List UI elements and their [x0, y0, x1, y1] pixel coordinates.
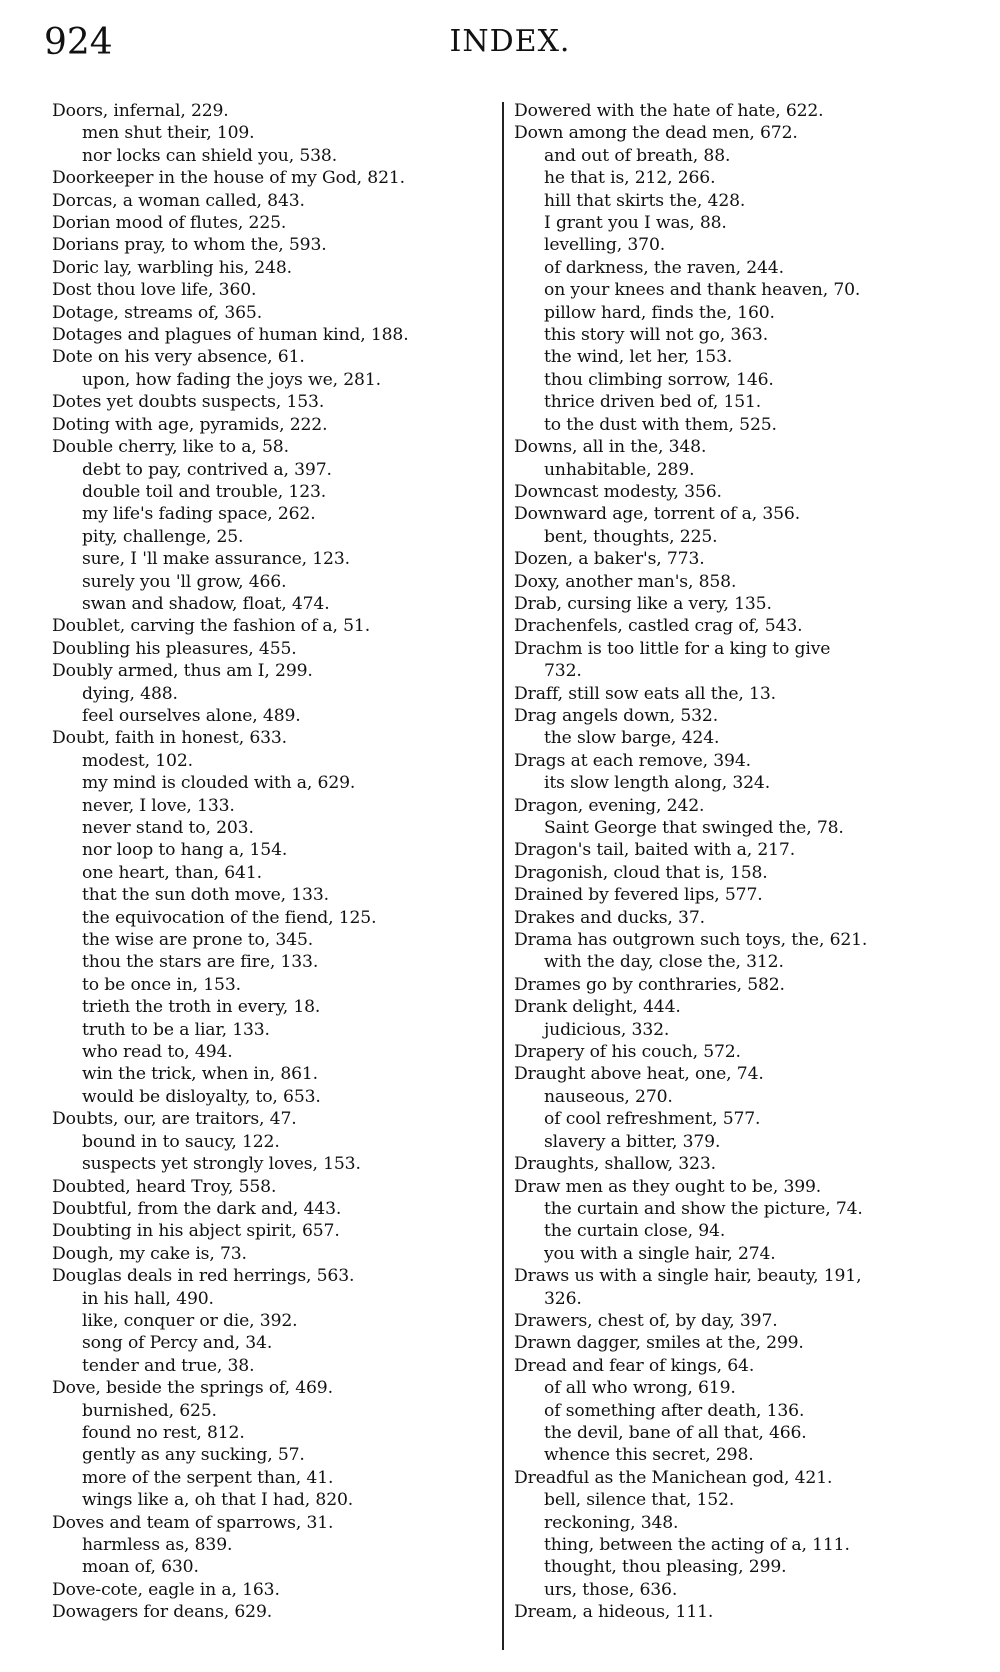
index-entry: Doric lay, warbling his, 248.	[52, 257, 292, 278]
index-entry: Downcast modesty, 356.	[514, 481, 722, 502]
index-entry: Doubtful, from the dark and, 443.	[52, 1198, 342, 1219]
index-subentry: my mind is clouded with a, 629.	[82, 773, 356, 794]
index-entry: Dost thou love life, 360.	[52, 280, 257, 301]
index-entry: Dread and fear of kings, 64.	[514, 1355, 755, 1376]
index-subentry: song of Percy and, 34.	[82, 1333, 273, 1354]
index-subentry: more of the serpent than, 41.	[82, 1467, 334, 1488]
index-subentry: wings like a, oh that I had, 820.	[82, 1490, 354, 1511]
index-subentry: double toil and trouble, 123.	[82, 481, 327, 502]
index-subentry: suspects yet strongly loves, 153.	[82, 1154, 361, 1175]
index-subentry: that the sun doth move, 133.	[82, 885, 329, 906]
index-entry: Dorian mood of flutes, 225.	[52, 213, 287, 234]
index-subentry: thing, between the acting of a, 111.	[544, 1535, 850, 1555]
index-subentry: nor loop to hang a, 154.	[82, 840, 288, 861]
index-entry: Doublet, carving the fashion of a, 51.	[52, 616, 371, 637]
index-entry: Dragon, evening, 242.	[514, 795, 705, 816]
index-subentry: levelling, 370.	[544, 235, 666, 256]
index-subentry: like, conquer or die, 392.	[82, 1310, 298, 1331]
index-entry: Drag angels down, 532.	[514, 705, 719, 726]
index-entry: Doorkeeper in the house of my God, 821.	[52, 168, 405, 189]
index-subentry: bound in to saucy, 122.	[82, 1131, 280, 1152]
index-subentry: to be once in, 153.	[82, 974, 241, 995]
index-entry: Doxy, another man's, 858.	[514, 571, 737, 592]
index-entry: Dotages and plagues of human kind, 188.	[52, 325, 409, 346]
index-entry: Draught above heat, one, 74.	[514, 1064, 764, 1085]
index-entry: Double cherry, like to a, 58.	[52, 437, 289, 458]
index-entry: Down among the dead men, 672.	[514, 123, 798, 144]
index-subentry: he that is, 212, 266.	[544, 168, 716, 189]
index-subentry: you with a single hair, 274.	[544, 1243, 776, 1264]
index-entry: Doubling his pleasures, 455.	[52, 638, 297, 659]
index-entry: Dowagers for deans, 629.	[52, 1602, 273, 1623]
index-entry: Dragon's tail, baited with a, 217.	[514, 840, 796, 861]
index-entry: Drags at each remove, 394.	[514, 750, 751, 771]
index-subentry: moan of, 630.	[82, 1557, 199, 1578]
index-subentry: of darkness, the raven, 244.	[544, 257, 784, 278]
index-entry: Dove, beside the springs of, 469.	[52, 1378, 333, 1399]
index-entry: Dotage, streams of, 365.	[52, 302, 263, 323]
index-subentry: thrice driven bed of, 151.	[544, 392, 762, 413]
index-entry: Drachenfels, castled crag of, 543.	[514, 616, 803, 637]
index-entry: Drab, cursing like a very, 135.	[514, 593, 772, 614]
index-subentry: reckoning, 348.	[544, 1512, 679, 1533]
index-subentry: slavery a bitter, 379.	[544, 1131, 721, 1152]
index-entry: Doting with age, pyramids, 222.	[52, 414, 328, 435]
index-entry: Doubts, our, are traitors, 47.	[52, 1109, 297, 1130]
index-subentry: gently as any sucking, 57.	[82, 1445, 305, 1466]
index-subentry: the equivocation of the fiend, 125.	[82, 907, 377, 928]
index-entry: Dorcas, a woman called, 843.	[52, 190, 305, 211]
index-subentry: the curtain close, 94.	[544, 1221, 726, 1242]
index-subentry: Saint George that swinged the, 78.	[544, 818, 844, 838]
index-entry: Drames go by conthraries, 582.	[514, 974, 785, 995]
index-subentry: men shut their, 109.	[82, 123, 255, 144]
index-entry: Doubting in his abject spirit, 657.	[52, 1221, 340, 1242]
index-entry: Draw men as they ought to be, 399.	[514, 1176, 822, 1197]
index-entry: Drawn dagger, smiles at the, 299.	[514, 1333, 804, 1354]
index-subentry: feel ourselves alone, 489.	[82, 705, 301, 726]
index-subentry: truth to be a liar, 133.	[82, 1019, 270, 1040]
index-subentry: this story will not go, 363.	[544, 325, 769, 346]
index-subentry: dying, 488.	[82, 683, 178, 704]
index-subentry: whence this secret, 298.	[544, 1445, 754, 1466]
index-subentry: I grant you I was, 88.	[544, 213, 727, 234]
index-entry: Dowered with the hate of hate, 622.	[514, 101, 824, 121]
column-divider	[502, 102, 504, 1650]
index-column-left	[52, 100, 492, 1624]
index-continuation: 326.	[544, 1288, 582, 1309]
index-subentry: never stand to, 203.	[82, 818, 254, 838]
index-entry: Doors, infernal, 229.	[52, 101, 229, 121]
index-subentry: of all who wrong, 619.	[544, 1378, 736, 1399]
index-subentry: would be disloyalty, to, 653.	[82, 1086, 321, 1107]
index-entry: Draughts, shallow, 323.	[514, 1154, 716, 1175]
index-subentry: thou climbing sorrow, 146.	[544, 369, 774, 390]
index-entry: Doves and team of sparrows, 31.	[52, 1512, 334, 1533]
index-subentry: harmless as, 839.	[82, 1535, 233, 1555]
index-entry: Dough, my cake is, 73.	[52, 1243, 247, 1264]
index-subentry: the curtain and show the picture, 74.	[544, 1198, 863, 1219]
index-subentry: nor locks can shield you, 538.	[82, 145, 338, 166]
index-subentry: its slow length along, 324.	[544, 773, 771, 794]
index-entry: Doubt, faith in honest, 633.	[52, 728, 287, 749]
index-entry: Dove-cote, eagle in a, 163.	[52, 1579, 280, 1600]
index-subentry: hill that skirts the, 428.	[544, 190, 746, 211]
index-subentry: on your knees and thank heaven, 70.	[544, 280, 861, 301]
index-subentry: upon, how fading the joys we, 281.	[82, 369, 381, 390]
index-entry: Doubly armed, thus am I, 299.	[52, 661, 313, 682]
index-column-right	[514, 100, 952, 1624]
index-subentry: sure, I 'll make assurance, 123.	[82, 549, 350, 570]
index-subentry: unhabitable, 289.	[544, 459, 695, 480]
index-entry: Draws us with a single hair, beauty, 191,	[514, 1266, 862, 1287]
index-subentry: in his hall, 490.	[82, 1288, 214, 1309]
index-subentry: pillow hard, finds the, 160.	[544, 302, 775, 323]
index-subentry: judicious, 332.	[544, 1019, 670, 1040]
index-entry: Drachm is too little for a king to give	[514, 638, 831, 659]
index-entry: Douglas deals in red herrings, 563.	[52, 1266, 355, 1287]
index-subentry: bent, thoughts, 225.	[544, 526, 718, 547]
index-subentry: debt to pay, contrived a, 397.	[82, 459, 332, 480]
index-entry: Drank delight, 444.	[514, 997, 681, 1018]
index-subentry: found no rest, 812.	[82, 1422, 245, 1443]
index-subentry: nauseous, 270.	[544, 1086, 673, 1107]
index-subentry: the devil, bane of all that, 466.	[544, 1422, 807, 1443]
index-entry: Drapery of his couch, 572.	[514, 1042, 741, 1063]
index-subentry: burnished, 625.	[82, 1400, 217, 1421]
index-subentry: to the dust with them, 525.	[544, 414, 777, 435]
index-entry: Downward age, torrent of a, 356.	[514, 504, 801, 525]
index-subentry: of cool refreshment, 577.	[544, 1109, 761, 1130]
index-entry: Doubted, heard Troy, 558.	[52, 1176, 277, 1197]
index-subentry: win the trick, when in, 861.	[82, 1064, 318, 1085]
index-subentry: urs, those, 636.	[544, 1579, 678, 1600]
index-entry: Dozen, a baker's, 773.	[514, 549, 705, 570]
index-subentry: my life's fading space, 262.	[82, 504, 316, 525]
index-subentry: modest, 102.	[82, 750, 193, 771]
index-subentry: bell, silence that, 152.	[544, 1490, 735, 1511]
page-title: INDEX.	[449, 24, 571, 59]
index-subentry: the slow barge, 424.	[544, 728, 720, 749]
index-subentry: trieth the troth in every, 18.	[82, 997, 321, 1018]
index-subentry: surely you 'll grow, 466.	[82, 571, 287, 592]
index-subentry: the wise are prone to, 345.	[82, 930, 314, 951]
index-subentry: the wind, let her, 153.	[544, 347, 733, 368]
page-number: 924	[44, 22, 113, 63]
index-subentry: who read to, 494.	[82, 1042, 233, 1063]
index-entry: Dream, a hideous, 111.	[514, 1602, 714, 1623]
index-entry: Drama has outgrown such toys, the, 621.	[514, 930, 868, 951]
index-subentry: pity, challenge, 25.	[82, 526, 244, 547]
index-subentry: with the day, close the, 312.	[544, 952, 784, 973]
index-entry: Dote on his very absence, 61.	[52, 347, 305, 368]
index-entry: Dreadful as the Manichean god, 421.	[514, 1467, 833, 1488]
index-subentry: swan and shadow, float, 474.	[82, 593, 330, 614]
index-subentry: tender and true, 38.	[82, 1355, 255, 1376]
index-entry: Dragonish, cloud that is, 158.	[514, 862, 768, 883]
index-entry: Drawers, chest of, by day, 397.	[514, 1310, 778, 1331]
index-subentry: one heart, than, 641.	[82, 862, 262, 883]
index-subentry: and out of breath, 88.	[544, 145, 731, 166]
index-entry: Dorians pray, to whom the, 593.	[52, 235, 327, 256]
index-entry: Drained by fevered lips, 577.	[514, 885, 763, 906]
index-entry: Draff, still sow eats all the, 13.	[514, 683, 776, 704]
index-continuation: 732.	[544, 661, 582, 682]
index-entry: Drakes and ducks, 37.	[514, 907, 705, 928]
index-entry: Downs, all in the, 348.	[514, 437, 707, 458]
index-subentry: of something after death, 136.	[544, 1400, 805, 1421]
index-subentry: never, I love, 133.	[82, 795, 235, 816]
index-subentry: thou the stars are fire, 133.	[82, 952, 319, 973]
index-entry: Dotes yet doubts suspects, 153.	[52, 392, 325, 413]
index-subentry: thought, thou pleasing, 299.	[544, 1557, 787, 1578]
